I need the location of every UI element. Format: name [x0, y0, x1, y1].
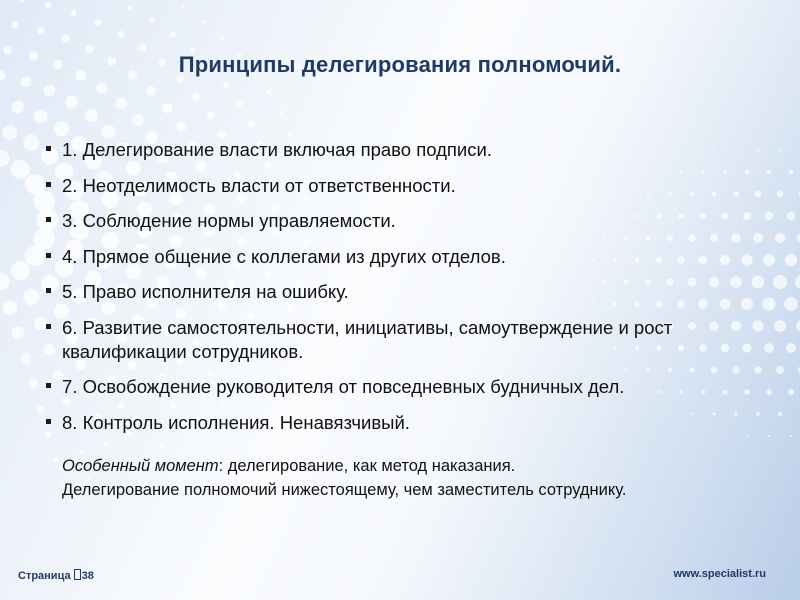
special-note — [62, 454, 782, 502]
list-item — [46, 245, 766, 269]
site-url[interactable]: www.specialist.ru — [673, 568, 766, 580]
list-item-text: 8. Контроль исполнения. Ненавязчивый. — [62, 411, 410, 433]
list-item — [46, 375, 766, 399]
list-item — [46, 411, 766, 435]
list-item-text: 5. Право исполнителя на ошибку. — [62, 281, 349, 302]
bullet-square-icon — [46, 383, 51, 388]
bullet-square-icon — [46, 146, 51, 151]
list-item — [46, 138, 766, 162]
principles-list — [46, 138, 766, 446]
bullet-square-icon — [46, 217, 51, 222]
slide-title: Принципы делегирования полномочий. — [178, 52, 622, 77]
list-item — [46, 174, 766, 198]
list-item-text: 4. Прямое общение с коллегами из других отделов. — [62, 245, 506, 267]
bullet-square-icon — [46, 253, 51, 258]
bullet-square-icon — [46, 419, 51, 424]
page-number: 38 — [81, 570, 94, 582]
list-item-text: 2. Неотделимость власти от ответственности. — [62, 174, 456, 196]
note-line-1 — [62, 454, 782, 478]
list-item-text: 6. Развитие самостоятельности, инициативы, самоутверждение и рост квалификации сотрудников. — [62, 316, 673, 362]
list-item-text: 3. Соблюдение нормы управляемости. — [62, 210, 396, 231]
note-line-1-text: : делегирование, как метод наказания. — [218, 457, 516, 475]
list-item-text: 7. Освобождение руководителя от повседневных будничных дел. — [62, 376, 625, 397]
list-item — [46, 316, 766, 364]
page-label: Страница — [18, 570, 71, 582]
list-item — [46, 280, 766, 304]
bullet-square-icon — [46, 288, 51, 293]
page-indicator — [18, 569, 94, 582]
page-symbol-icon — [74, 569, 81, 580]
note-line-2: Делегирование полномочий нижестоящему, чем заместитель сотруднику. — [62, 481, 627, 499]
bullet-square-icon — [46, 324, 51, 329]
bullet-square-icon — [46, 182, 51, 187]
list-item-text: 1. Делегирование власти включая право подписи. — [62, 139, 492, 160]
list-item — [46, 209, 766, 233]
note-emphasis: Особенный момент — [62, 457, 219, 475]
